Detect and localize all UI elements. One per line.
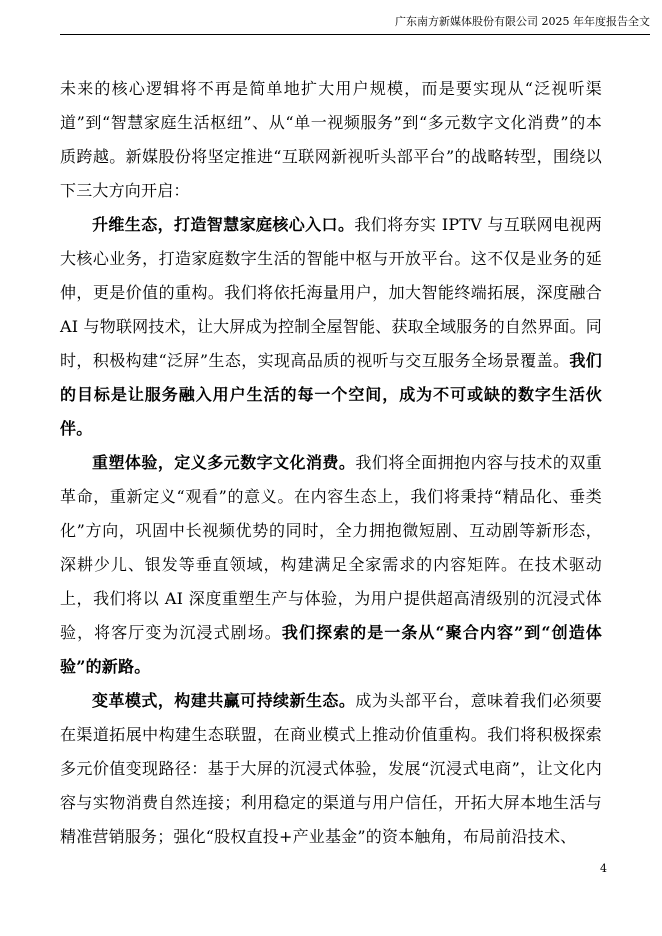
experience-goal: 我们探索的是一条从“聚合内容”到“创造体验”的新路。 [60, 623, 602, 676]
experience-heading: 重塑体验，定义多元数字文化消费。 [92, 453, 356, 472]
model-heading: 变革模式，构建共赢可持续新生态。 [92, 691, 356, 710]
experience-text: 我们将全面拥抱内容与技术的双重革命，重新定义“观看”的意义。在内容生态上，我们将秉持“精品化、垂类化”方向，巩固中长视频优势的同时，全力拥抱微短剧、互动剧等新形态，深耕少儿、银发等垂直领域，构建满足全家需求的内容矩阵。在技术驱动上，我们将以 AI 深度重塑生产与体验，为用户提供超高清级别的沉浸式体验，将客厅变为沉浸式剧场。 [60, 453, 602, 642]
document-body [60, 72, 602, 854]
report-header: 广东南方新媒体股份有限公司 2025 年年度报告全文 [395, 15, 650, 28]
model-paragraph [60, 684, 602, 854]
intro-text: 未来的核心逻辑将不再是简单地扩大用户规模，而是要实现从“泛视听渠道”到“智慧家庭生活枢纽”、从“单一视频服务”到“多元数字文化消费”的本质跨越。新媒股份将坚定推进“互联网新视听头部平台”的战略转型，围绕以下三大方向开启： [60, 79, 602, 200]
experience-paragraph [60, 446, 602, 684]
ecosystem-text: 我们将夯实 IPTV 与互联网电视两大核心业务，打造家庭数字生活的智能中枢与开放平台。这不仅是业务的延伸，更是价值的重构。我们将依托海量用户，加大智能终端拓展，深度融合 AI 与物联网技术，让大屏成为控制全屋智能、获取全域服务的自然界面。同时，积极构建“泛屏”生态，实现高品质的视听与交互服务全场景覆盖。 [60, 215, 603, 370]
ecosystem-paragraph [60, 208, 602, 446]
model-text: 成为头部平台，意味着我们必须要在渠道拓展中构建生态联盟，在商业模式上推动价值重构。我们将积极探索多元价值变现路径：基于大屏的沉浸式体验，发展“沉浸式电商”，让文化内容与实物消费自然连接；利用稳定的渠道与用户信任，开拓大屏本地生活与精准营销服务；强化“股权直投+产业基金”的资本触角，布局前沿技术、 [60, 691, 602, 846]
ecosystem-goal: 我们的目标是让服务融入用户生活的每一个空间，成为不可或缺的数字生活伙伴。 [60, 351, 602, 438]
header-divider [60, 34, 650, 35]
page-number: 4 [600, 862, 607, 875]
ecosystem-heading: 升维生态，打造智慧家庭核心入口。 [92, 215, 355, 234]
intro-paragraph [60, 72, 602, 208]
